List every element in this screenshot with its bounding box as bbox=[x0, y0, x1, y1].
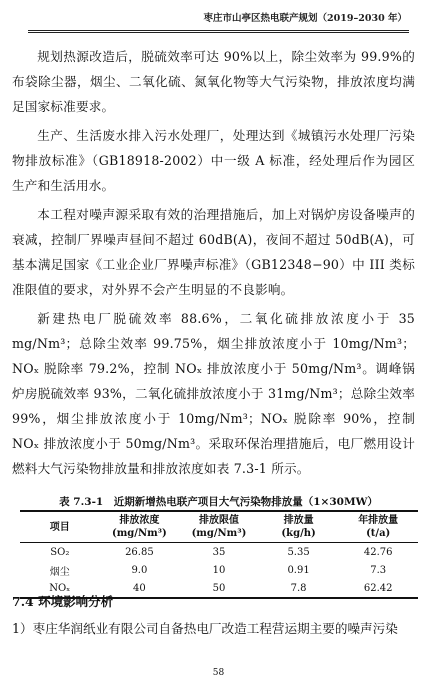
header-rate bbox=[259, 511, 339, 543]
cell-item: NOₓ bbox=[20, 579, 100, 598]
paragraph-noise-source: 1）枣庄华润纸业有限公司自备热电厂改造工程营运期主要的噪声污染 bbox=[12, 621, 398, 636]
header-rate-unit: (kg/h) bbox=[281, 528, 316, 539]
header-limit bbox=[179, 511, 259, 543]
cell-rate: 7.8 bbox=[259, 579, 339, 598]
header-annual bbox=[338, 511, 418, 543]
header-item-label: 项目 bbox=[49, 521, 70, 533]
running-header: 枣庄市山亭区热电联产规划（2019–2030 年） bbox=[203, 13, 407, 24]
table-row-dust bbox=[20, 561, 418, 579]
header-limit-unit: (mg/Nm³) bbox=[191, 528, 247, 539]
body-text bbox=[12, 44, 415, 485]
emissions-table bbox=[20, 510, 418, 599]
section-heading: 7.4 环境影响分析 bbox=[12, 594, 114, 609]
cell-rate: 0.91 bbox=[287, 564, 310, 576]
header-concentration-unit: (mg/Nm³) bbox=[111, 528, 167, 539]
header-item bbox=[20, 511, 100, 543]
header-annual-label: 年排放量 bbox=[358, 515, 399, 526]
header-annual-unit: (t/a) bbox=[366, 528, 391, 539]
cell-concentration: 40 bbox=[100, 579, 180, 598]
cell-limit: 50 bbox=[179, 579, 259, 598]
header-rate-label: 排放量 bbox=[283, 515, 314, 526]
cell-concentration: 9.0 bbox=[131, 564, 148, 576]
header-limit-label: 排放限值 bbox=[198, 515, 239, 526]
cell-limit: 10 bbox=[212, 564, 226, 576]
paragraph-heat-source: 规划热源改造后，脱硫效率可达 90%以上，除尘效率为 99.9%的布袋除尘器，烟尘、二氧化硫、氮氧化物等大气污染物，排放浓度均满足国家标准要求。 bbox=[12, 49, 415, 114]
cell-annual: 62.42 bbox=[338, 579, 418, 598]
cell-item: SO₂ bbox=[50, 546, 70, 558]
cell-limit: 35 bbox=[212, 546, 226, 558]
cell-concentration: 26.85 bbox=[125, 546, 154, 558]
table-header-row bbox=[20, 511, 418, 543]
paragraph-emissions: 新建热电厂脱硫效率 88.6%，二氧化硫排放浓度小于 35 mg/Nm³；总除尘效率 99.75%，烟尘排放浓度小于 10mg/Nm³；NOₓ 脱除率 79.2%，控制 NOₓ 排放浓度小于 50mg/Nm³。调峰锅炉房脱硫效率 93%，二氧化硫排放浓度小于 31mg/Nm³；总除尘效率 99%，烟尘排放浓度小于 10mg/Nm³；NOₓ 脱除率 90%，控制 NOₓ 排放浓度小于 50mg/Nm³。采取环保治理措施后，电厂燃用设计燃料大气污染物排放量和排放浓度如表 7.3-1 所示。 bbox=[12, 311, 415, 476]
page-number: 58 bbox=[212, 668, 225, 678]
cell-rate: 5.35 bbox=[287, 546, 310, 558]
header-divider-secondary bbox=[28, 32, 409, 33]
paragraph-wastewater: 生产、生活废水排入污水处理厂，处理达到《城镇污水处理厂污染物排放标准》（GB18918-2002）中一级 A 标准，经处理后作为园区生产和生活用水。 bbox=[12, 128, 415, 193]
cell-annual: 42.76 bbox=[363, 546, 393, 558]
table-row-so2 bbox=[20, 543, 418, 562]
header-concentration-label: 排放浓度 bbox=[119, 515, 160, 526]
cell-item: 烟尘 bbox=[49, 566, 70, 578]
cell-annual: 7.3 bbox=[370, 564, 387, 576]
table-caption: 表 7.3-1 近期新增热电联产项目大气污染物排放量（1×30MW） bbox=[59, 496, 378, 508]
header-concentration bbox=[100, 511, 180, 543]
header-divider bbox=[28, 30, 409, 31]
paragraph-noise: 本工程对噪声源采取有效的治理措施后，加上对锅炉房设备噪声的衰减，控制厂界噪声昼间不超过 60dB(A)，夜间不超过 50dB(A)，可基本满足国家《工业企业厂界噪声标准》（GB12348−90）中 III 类标准限值的要求，对外界不会产生明显的不良影响。 bbox=[12, 207, 415, 297]
